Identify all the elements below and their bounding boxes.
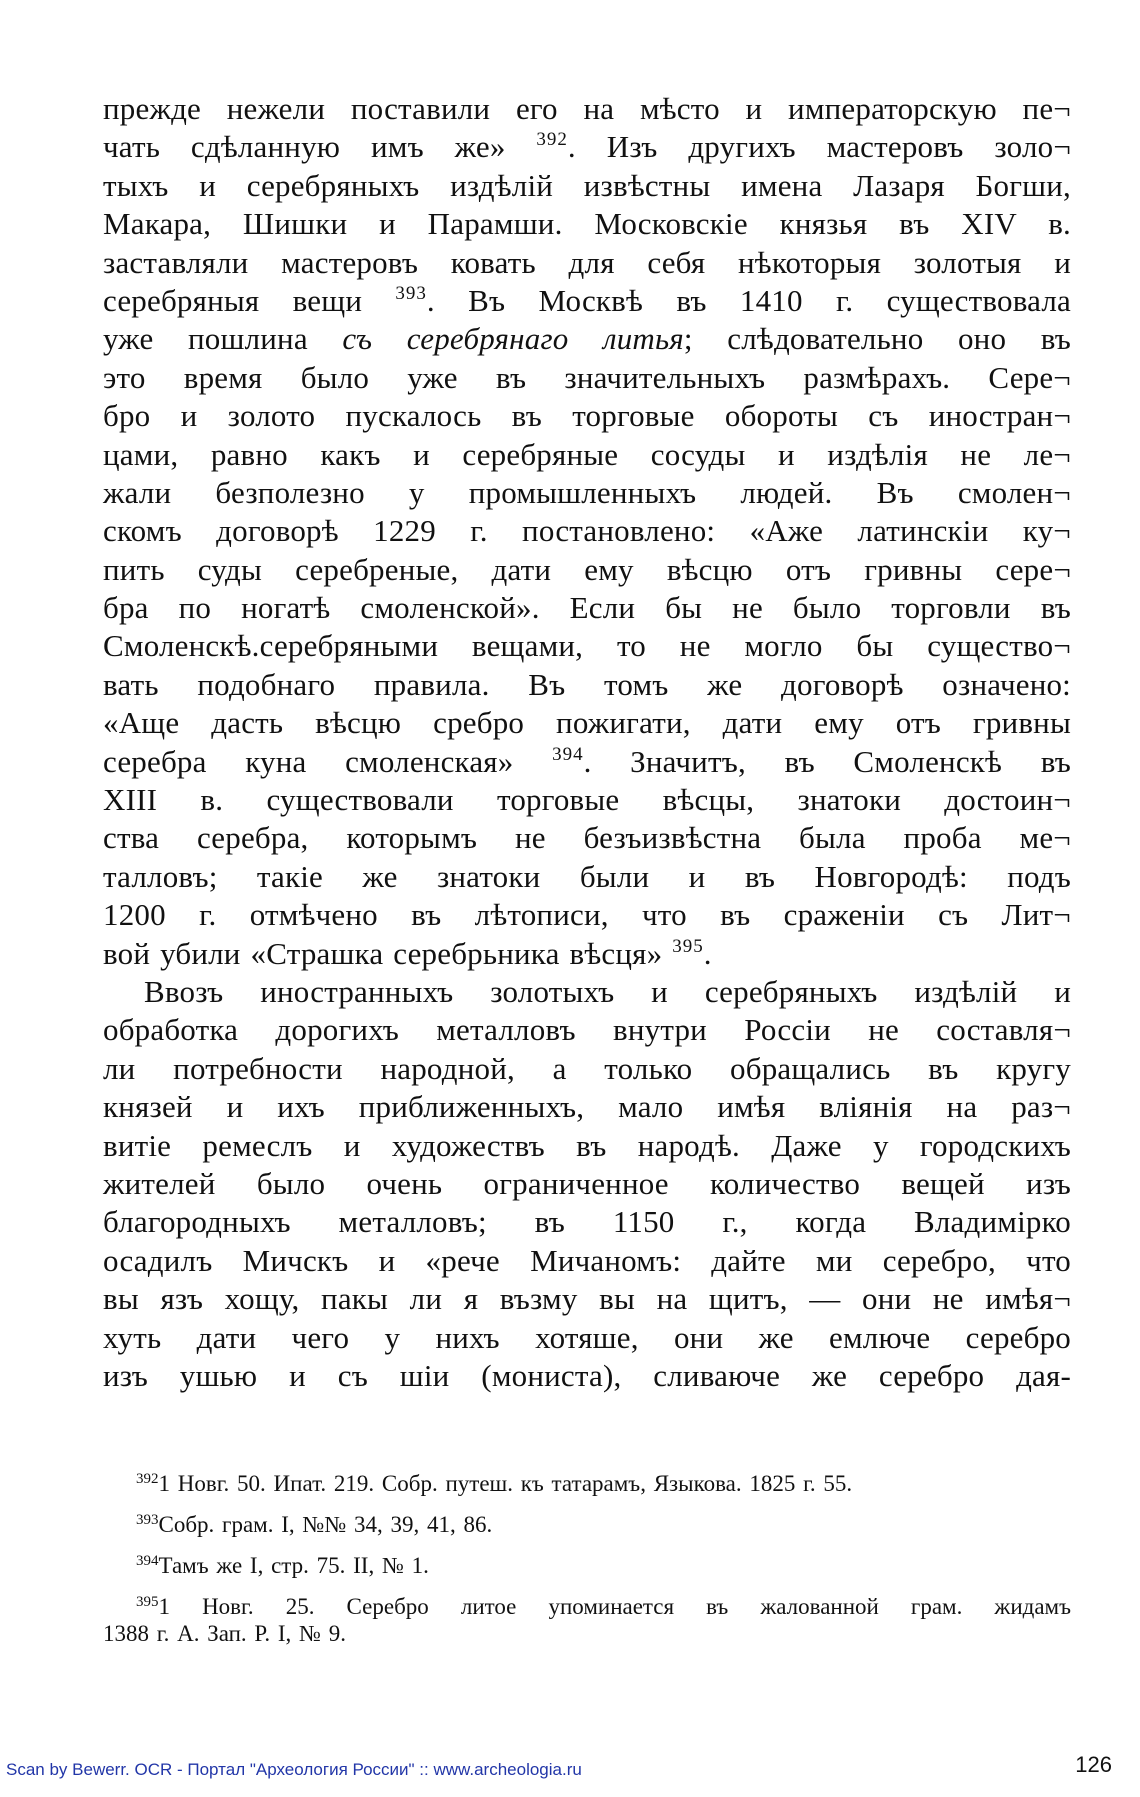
page-number: 126	[1075, 1752, 1112, 1777]
text-line	[103, 896, 1071, 934]
text-line	[103, 589, 1071, 627]
text-segment: талловъ; такіе же знатоки были и въ Новгородѣ: подъ	[103, 858, 1071, 894]
text-line	[103, 474, 1071, 512]
text-line	[103, 167, 1071, 205]
text-line	[103, 743, 1071, 781]
text-segment: тыхъ и серебряныхъ издѣлій извѣстны имена Лазаря Богши,	[103, 167, 1071, 203]
text-segment: серебряныя вещи	[103, 282, 396, 318]
text-line	[103, 627, 1071, 665]
footnote-line	[103, 1552, 1071, 1579]
text-line	[103, 1357, 1071, 1395]
text-line	[103, 819, 1071, 857]
text-line	[103, 282, 1071, 320]
text-segment: ства серебра, которымъ не безъизвѣстна была проба ме¬	[103, 820, 1071, 856]
text-line	[103, 666, 1071, 704]
footnote	[103, 1470, 1071, 1497]
text-line	[103, 973, 1071, 1011]
text-segment: Макара, Шишки и Парамши. Московскіе князья въ XIV в.	[103, 206, 1071, 242]
text-segment: ; слѣдовательно оно въ	[683, 321, 1071, 357]
footnote-number: 394	[136, 1553, 159, 1569]
text-segment: обработка дорогихъ металловъ внутри Россіи не составля¬	[103, 1012, 1071, 1048]
text-segment: жителей было очень ограниченное количество вещей изъ	[103, 1165, 1071, 1201]
text-line	[103, 205, 1071, 243]
scan-credit: Scan by Bewerr. OCR - Портал "Археология России" :: www.archeologia.ru	[6, 1760, 582, 1779]
text-line	[103, 551, 1071, 589]
text-segment: витіе ремеслъ и художествъ въ народѣ. Даже у городскихъ	[103, 1127, 1071, 1163]
text-line	[103, 359, 1071, 397]
text-line	[103, 397, 1071, 435]
footnote-ref: 394	[552, 743, 584, 765]
text-segment: вой убили «Страшка серебрьника вѣсця»	[103, 935, 673, 971]
text-line	[103, 704, 1071, 742]
text-segment: . Изъ другихъ мастеровъ золо¬	[567, 129, 1071, 165]
text-line	[103, 90, 1071, 128]
footnote-text: Собр. грам. I, №№ 34, 39, 41, 86.	[158, 1512, 493, 1537]
text-segment: вы язъ хощу, пакы ли я възму вы на щитъ, — они не имѣя¬	[103, 1281, 1071, 1317]
text-segment: . Въ Москвѣ въ 1410 г. существовала	[426, 282, 1071, 318]
footnote-number: 395	[136, 1594, 159, 1610]
text-segment: бра по ногатѣ смоленской». Если бы не было торговли въ	[103, 590, 1071, 626]
text-line	[103, 1011, 1071, 1049]
footnote-number: 392	[136, 1471, 159, 1487]
text-line	[103, 512, 1071, 550]
text-segment: заставляли мастеровъ ковать для себя нѣкоторыя золотыя и	[103, 244, 1071, 280]
footnote-text: Тамъ же I, стр. 75. II, № 1.	[158, 1553, 429, 1578]
footnote-text: 1 Новг. 50. Ипат. 219. Собр. путеш. къ татарамъ, Языкова. 1825 г. 55.	[158, 1471, 853, 1496]
page-footer	[0, 1752, 1140, 1784]
footnote	[103, 1593, 1071, 1647]
text-segment: Ввозъ иностранныхъ золотыхъ и серебряныхъ издѣлій и	[144, 973, 1071, 1009]
text-segment: вать подобнаго правила. Въ томъ же договорѣ означено:	[103, 666, 1071, 702]
text-line	[103, 935, 1071, 973]
text-segment: жали безполезно у промышленныхъ людей. Въ смолен¬	[103, 474, 1071, 510]
text-segment: изъ ушью и съ шіи (мониста), сливаюче же серебро дая-	[103, 1357, 1071, 1393]
text-line	[103, 1088, 1071, 1126]
text-segment: «Аще дасть вѣсцю сребро пожигати, дати ему отъ гривны	[103, 705, 1071, 741]
text-segment: уже пошлина	[103, 321, 343, 357]
footnote-line	[103, 1470, 1071, 1497]
text-segment: князей и ихъ приближенныхъ, мало имѣя вліянія на раз¬	[103, 1089, 1071, 1125]
text-segment: хуть дати чего у нихъ хотяше, они же емлюче серебро	[103, 1319, 1071, 1355]
main-text	[103, 90, 1071, 1395]
text-segment: пить суды серебреные, дати ему вѣсцю отъ гривны сере¬	[103, 551, 1071, 587]
text-line	[103, 244, 1071, 282]
footnote-number: 393	[136, 1512, 159, 1528]
footnote-line	[103, 1620, 1071, 1647]
text-segment: благородныхъ металловъ; въ 1150 г., когда Владимірко	[103, 1204, 1071, 1240]
text-line	[103, 1203, 1071, 1241]
footnote-ref: 395	[672, 935, 704, 957]
text-segment: бро и золото пускалось въ торговые обороты съ иностран¬	[103, 398, 1071, 434]
text-line	[103, 781, 1071, 819]
text-segment: осадилъ Мичскъ и «рече Мичаномъ: дайте ми серебро, что	[103, 1242, 1071, 1278]
text-line	[103, 320, 1071, 358]
footnote	[103, 1552, 1071, 1579]
text-segment: 1200 г. отмѣчено въ лѣтописи, что въ сраженіи съ Лит¬	[103, 897, 1071, 933]
text-line	[103, 1319, 1071, 1357]
footnote	[103, 1511, 1071, 1538]
footnote-text: 1 Новг. 25. Серебро литое упоминается въ жалованной грам. жидамъ	[158, 1594, 1071, 1619]
footnote-line	[103, 1593, 1071, 1620]
text-segment: это время было уже въ значительныхъ размѣрахъ. Сере¬	[103, 359, 1071, 395]
footnote-ref: 393	[395, 282, 427, 304]
text-segment: Смоленскѣ.серебряными вещами, то не могло бы существо¬	[103, 628, 1071, 664]
text-segment: XIII в. существовали торговые вѣсцы, знатоки достоин¬	[103, 782, 1071, 818]
text-line	[103, 1280, 1071, 1318]
text-line	[103, 1050, 1071, 1088]
footnotes	[103, 1470, 1071, 1661]
text-line	[103, 1165, 1071, 1203]
text-line	[103, 1242, 1071, 1280]
text-line	[103, 858, 1071, 896]
text-segment: чать сдѣланную имъ же»	[103, 129, 537, 165]
text-segment: серебра куна смоленская»	[103, 743, 553, 779]
text-line	[103, 1127, 1071, 1165]
text-line	[103, 128, 1071, 166]
text-segment: ли потребности народной, а только обращались въ кругу	[103, 1050, 1071, 1086]
text-segment: скомъ договорѣ 1229 г. постановлено: «Аже латинскіи ку¬	[103, 513, 1071, 549]
italic-phrase: съ серебрянаго литья	[342, 321, 684, 357]
text-segment: цами, равно какъ и серебряные сосуды и издѣлія не ле¬	[103, 436, 1071, 472]
text-segment: прежде нежели поставили его на мѣсто и императорскую пе¬	[103, 91, 1071, 126]
text-segment: . Значитъ, въ Смоленскѣ въ	[583, 743, 1071, 779]
footnote-line	[103, 1511, 1071, 1538]
footnote-text: 1388 г. А. Зап. Р. I, № 9.	[103, 1621, 346, 1646]
text-segment: .	[703, 935, 712, 971]
footnote-ref: 392	[536, 129, 568, 151]
text-line	[103, 436, 1071, 474]
